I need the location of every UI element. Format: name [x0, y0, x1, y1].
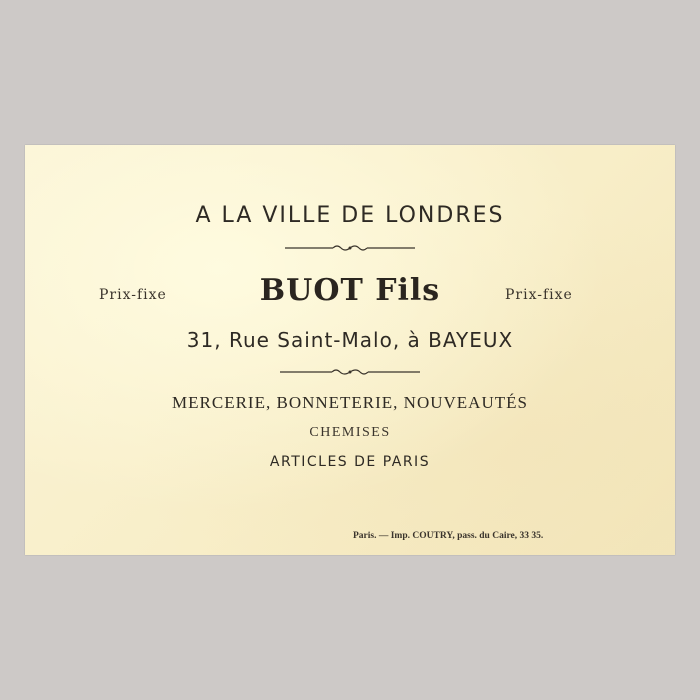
prix-fixe-right: Prix-fixe — [505, 287, 573, 303]
middle-ornament-divider — [280, 367, 420, 377]
shop-address: 31, Rue Saint-Malo, à BAYEUX — [186, 328, 514, 352]
articles-line: ARTICLES DE PARIS — [269, 454, 431, 470]
firm-name: BUOT Fils — [259, 273, 441, 308]
top-ornament-divider — [285, 243, 415, 253]
shop-heading: A LA VILLE DE LONDRES — [195, 203, 505, 228]
printer-imprint: Paris. — Imp. COUTRY, pass. du Caire, 33 35. — [353, 531, 544, 541]
goods-list: MERCERIE, BONNETERIE, NOUVEAUTÉS — [172, 393, 528, 412]
shirts-line: CHEMISES — [309, 425, 391, 440]
business-card — [25, 145, 675, 555]
prix-fixe-left: Prix-fixe — [99, 287, 167, 303]
